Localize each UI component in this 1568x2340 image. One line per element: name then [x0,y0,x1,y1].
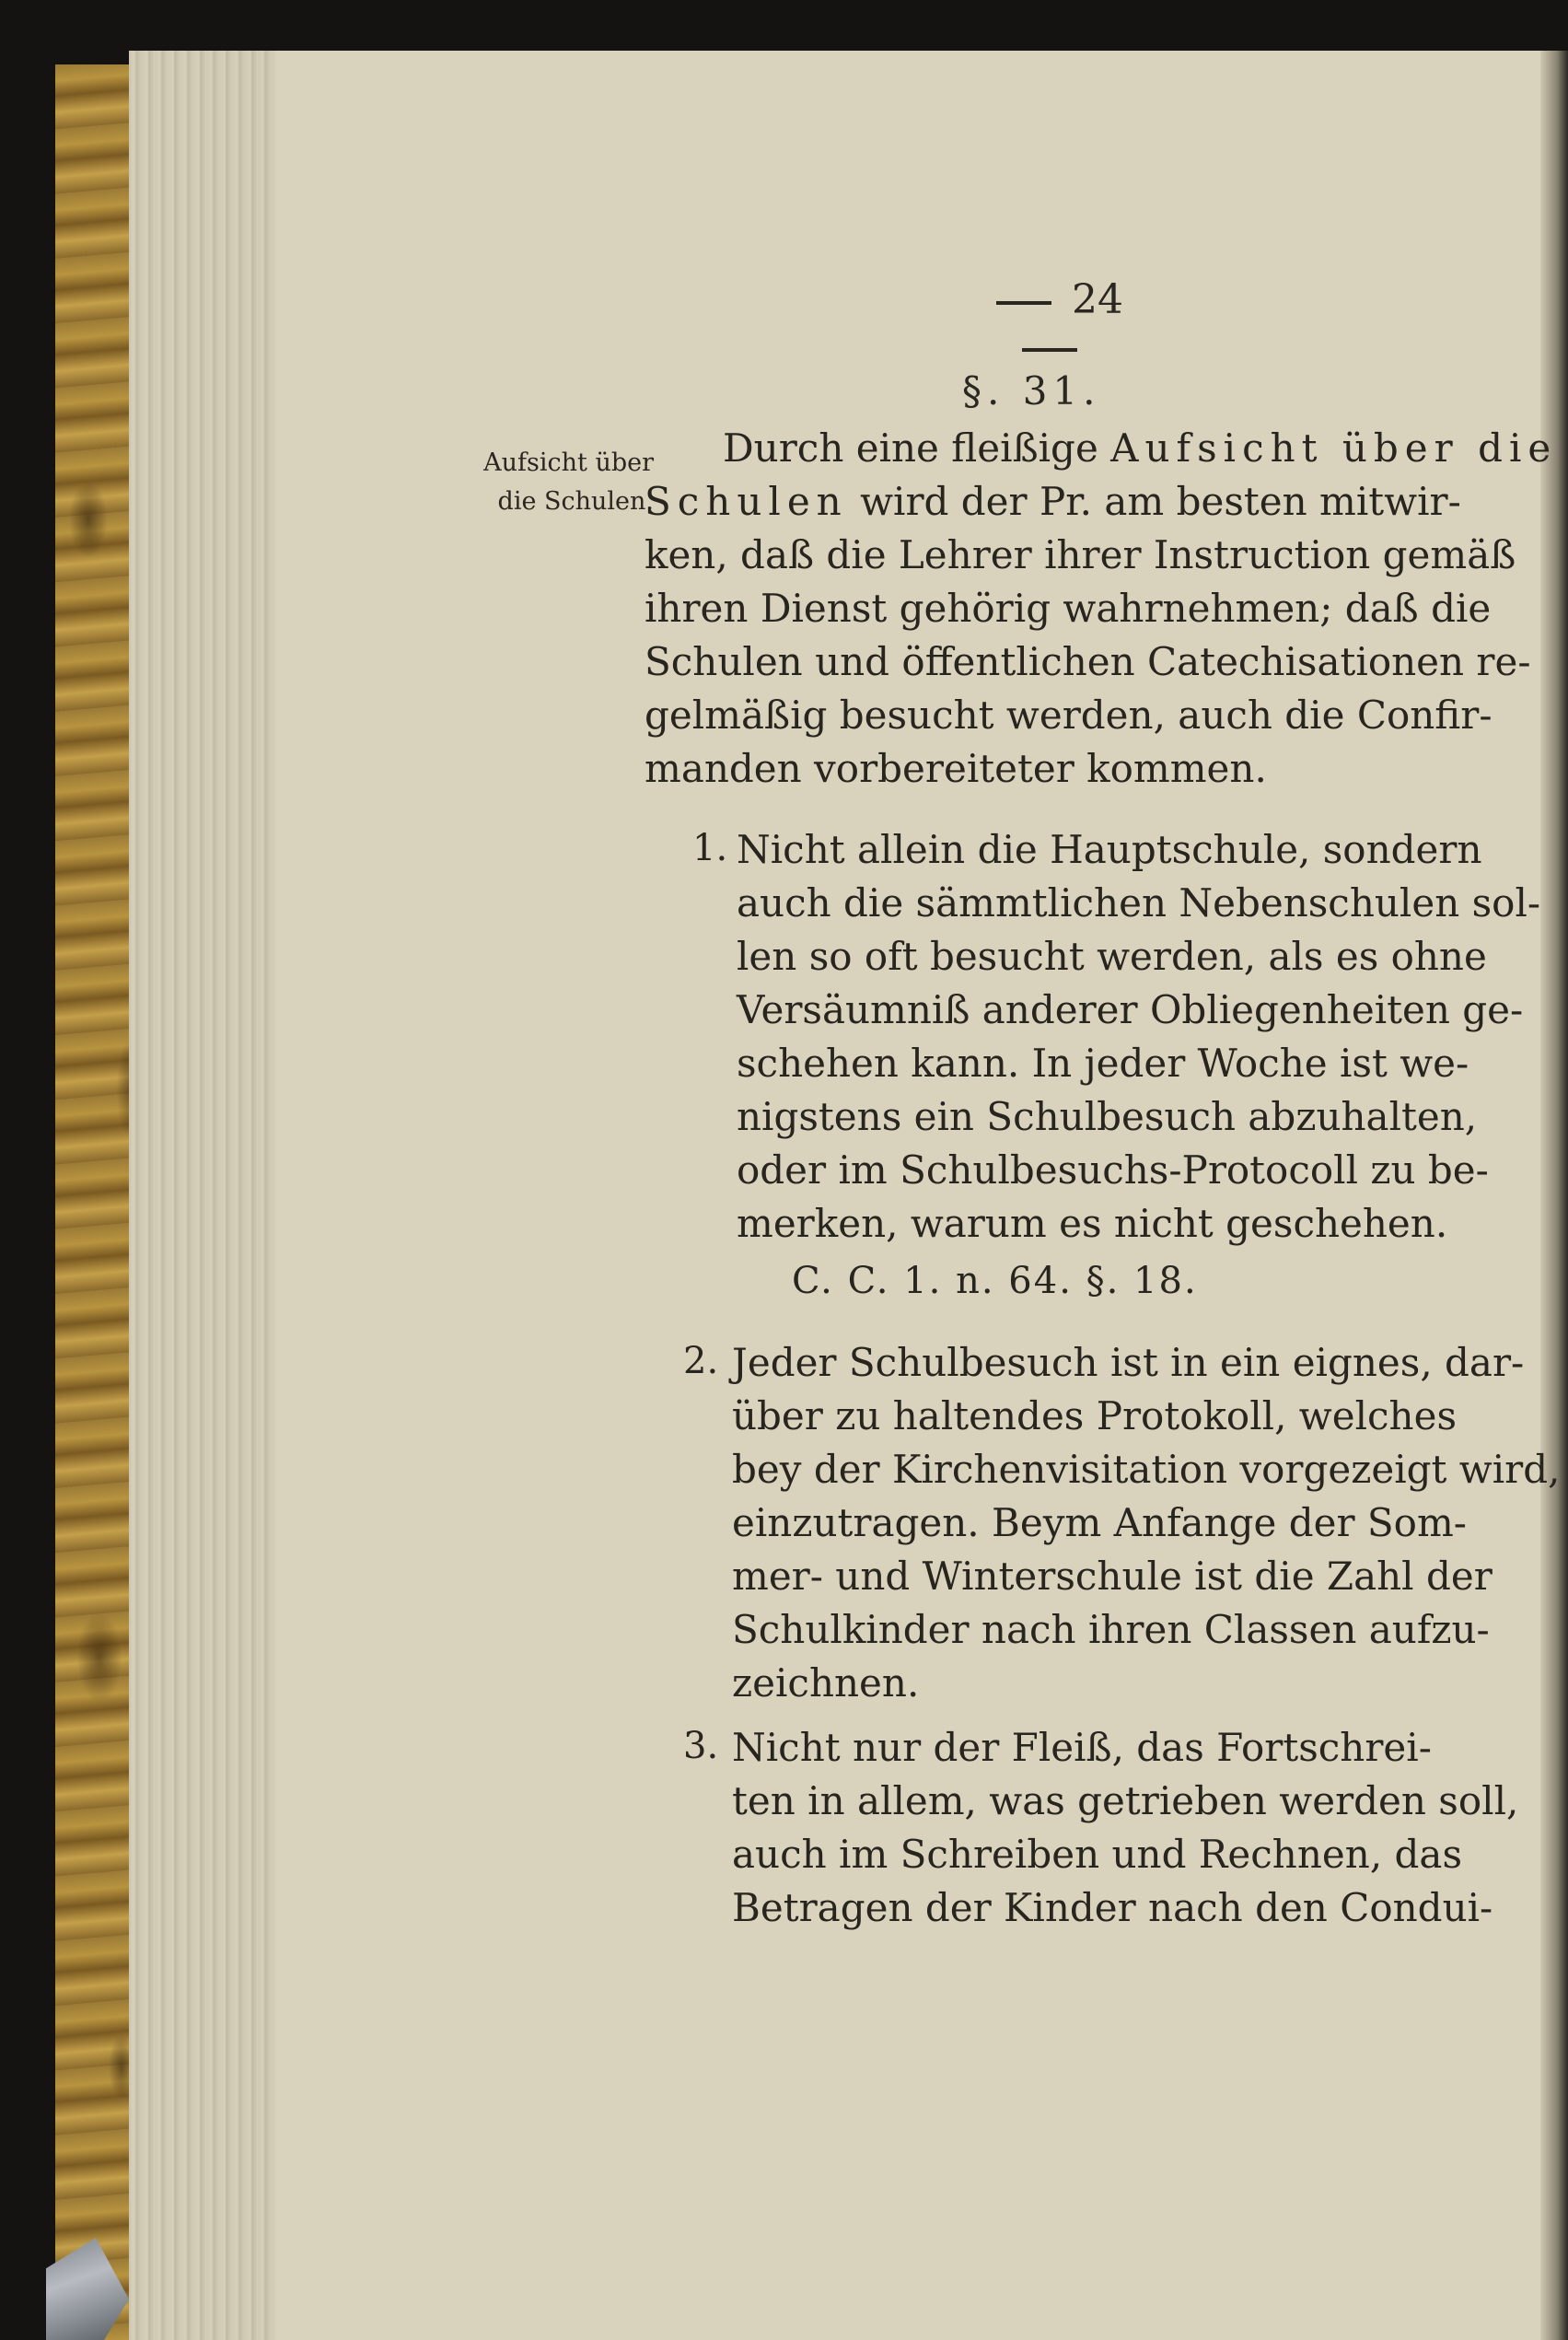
text-line: Nicht allein die Hauptschule, sondern [737,827,1482,872]
text-line: oder im Schulbesuchs-Protocoll zu be- [737,1147,1489,1193]
text-line: ten in allem, was getrieben werden soll, [732,1778,1519,1823]
text-line: manden vorbereiteter kommen. [645,746,1267,791]
item-number: 1. [692,827,728,869]
scan-background [0,0,1568,51]
text-line: zeichnen. [732,1660,920,1706]
text-line: Schulen und öffentlichen Catechisationen re- [645,639,1531,684]
text-line: über zu haltendes Protokoll, welches [732,1393,1458,1438]
text-line: Betragen der Kinder nach den Condui- [732,1885,1493,1930]
text-line: ken, daß die Lehrer ihrer Instruction gemäß [645,532,1516,577]
text-line: nigstens ein Schulbesuch abzuhalten, [737,1094,1478,1139]
text-line: bey der Kirchenvisitation vorgezeigt wird, [732,1447,1561,1492]
text-line: len so oft besucht werden, als es ohne [737,934,1487,979]
citation: C. C. 1. n. 64. §. 18. [792,1260,1198,1302]
page-number: 24 [930,276,1169,370]
text-line: auch die sämmtlichen Nebenschulen sol- [737,880,1541,926]
marginal-note: Aufsicht über die Schulen. [483,448,654,516]
text-line: einzutragen. Beym Anfange der Som- [732,1500,1467,1545]
item-number: 2. [683,1340,719,1382]
text-line: Nicht nur der Fleiß, das Fortschrei- [732,1725,1432,1770]
item-number: 3. [683,1725,719,1767]
book-page [129,51,1553,2340]
text-line: mer- und Winterschule ist die Zahl der [732,1554,1493,1599]
section-heading: §. 31. [962,368,1101,413]
text-line: auch im Schreiben und Rechnen, das [732,1832,1462,1877]
page-stack-edges [129,51,276,2340]
text-line: gelmäßig besucht werden, auch die Confir- [645,693,1493,738]
text-line: Schulkinder nach ihren Classen aufzu- [732,1607,1490,1652]
text-line: Versäumniß anderer Obliegenheiten ge- [737,987,1524,1032]
gutter-shadow [1540,51,1568,2340]
text-line: ihren Dienst gehörig wahrnehmen; daß die [645,586,1492,631]
text-line: Durch eine fleißige Aufsicht über die [723,425,1558,471]
text-line: schehen kann. In jeder Woche ist we- [737,1041,1469,1086]
text-line: Schulen wird der Pr. am besten mitwir- [645,479,1461,524]
text-line: Jeder Schulbesuch ist in ein eignes, dar- [732,1340,1525,1385]
text-line: merken, warum es nicht geschehen. [737,1201,1448,1246]
